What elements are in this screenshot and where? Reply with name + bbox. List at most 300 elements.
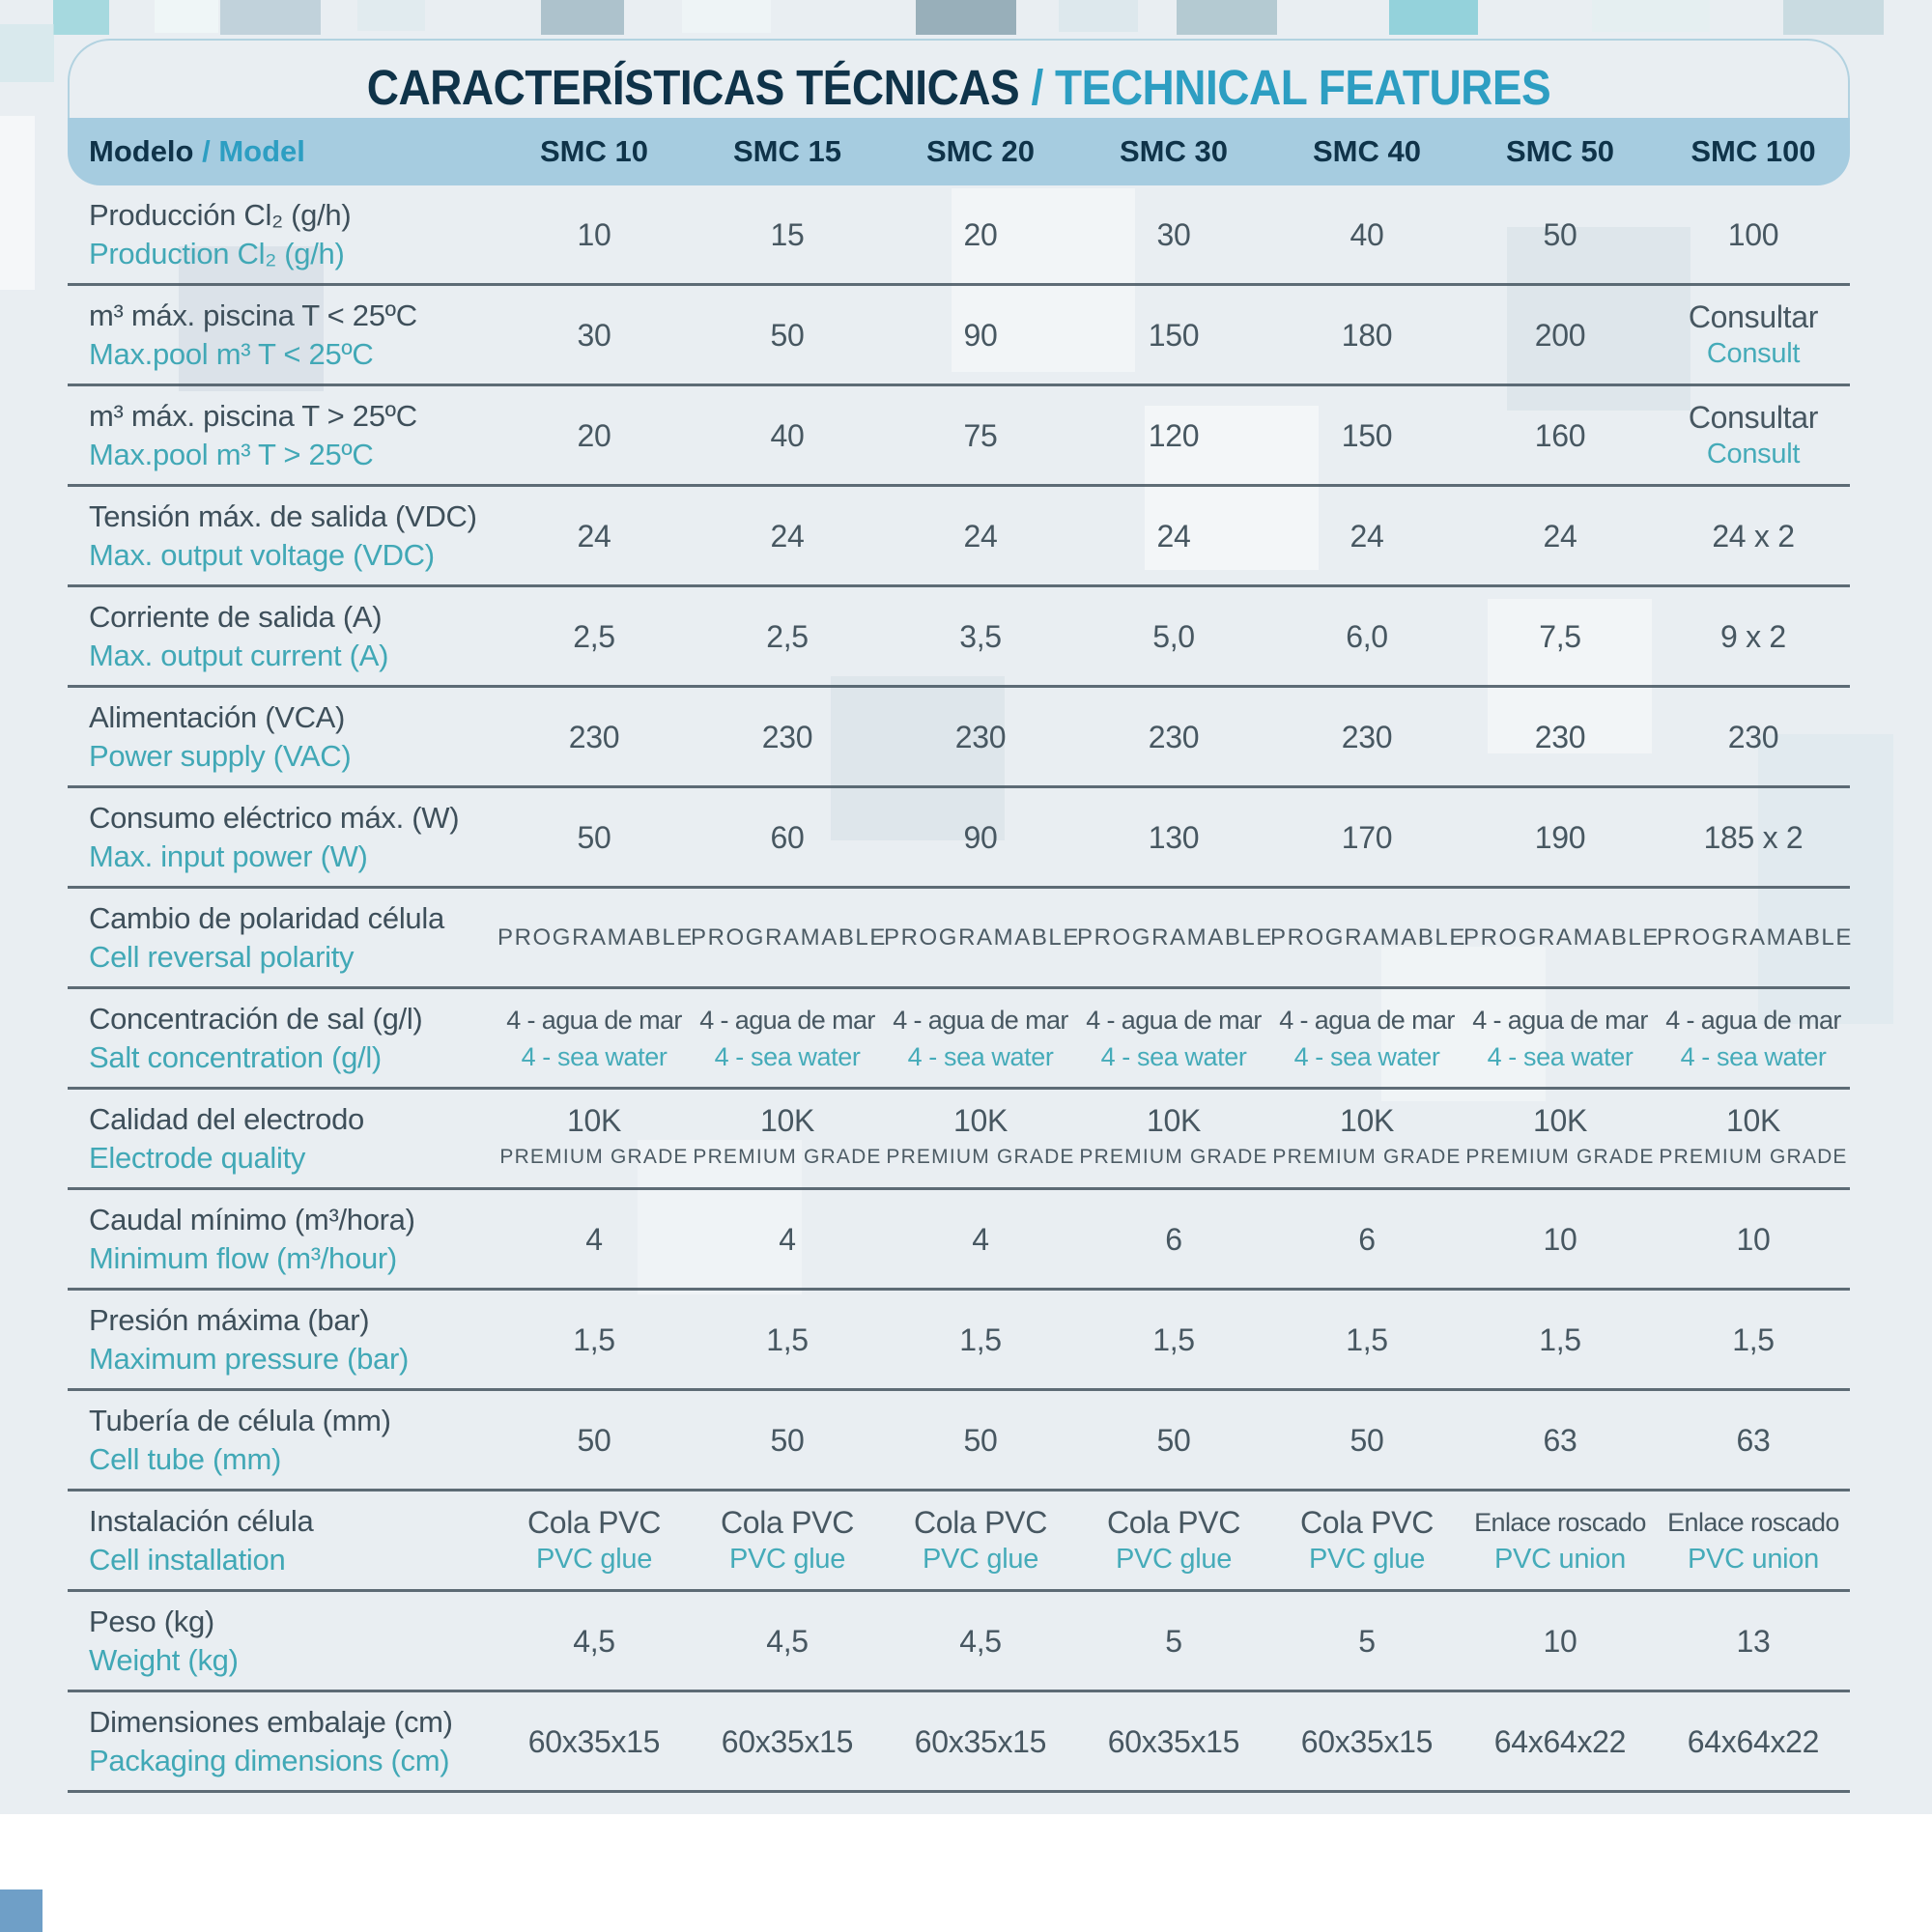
value-cell xyxy=(1657,819,1850,856)
value-cell xyxy=(1270,1723,1463,1760)
row-label-english: Weight (kg) xyxy=(89,1642,239,1677)
cell-value: 5 xyxy=(1165,1623,1182,1659)
table-row xyxy=(68,1391,1850,1492)
value-cell xyxy=(1463,216,1657,253)
cell-value: 75 xyxy=(963,417,998,453)
row-label xyxy=(68,1502,497,1579)
value-cell xyxy=(1270,417,1463,454)
cell-value: Cola PVC xyxy=(720,1504,855,1540)
value-cell xyxy=(1270,216,1463,253)
value-cell xyxy=(497,216,691,253)
cell-value: 6 xyxy=(1165,1221,1182,1257)
cell-value: 150 xyxy=(1148,317,1200,353)
cell-value: 4,5 xyxy=(766,1623,809,1659)
cell-value: 7,5 xyxy=(1539,618,1581,654)
model-column-header xyxy=(68,134,497,169)
cell-value: 50 xyxy=(1350,1422,1384,1458)
table-row xyxy=(68,1492,1850,1592)
table-row xyxy=(68,989,1850,1090)
cell-value: 30 xyxy=(577,317,611,353)
value-cell xyxy=(1657,1504,1850,1577)
value-cell xyxy=(497,417,691,454)
table-row xyxy=(68,1291,1850,1391)
cell-value: 4 xyxy=(972,1221,989,1257)
value-cell xyxy=(1077,819,1270,856)
row-label-spanish: Presión máxima (bar) xyxy=(89,1302,370,1337)
row-label-english: Cell reversal polarity xyxy=(89,939,355,974)
table-row xyxy=(68,386,1850,487)
cell-subvalue: 4 - sea water xyxy=(1680,1041,1827,1071)
cell-value: 50 xyxy=(577,819,611,855)
cell-value: 230 xyxy=(1727,719,1779,754)
value-cell xyxy=(1463,819,1657,856)
cell-value: PROGRAMABLE xyxy=(691,923,887,951)
cell-value: 1,5 xyxy=(1732,1321,1775,1357)
cell-value: 190 xyxy=(1534,819,1586,855)
value-cell xyxy=(884,1422,1077,1459)
row-label-english: Max.pool m³ T < 25ºC xyxy=(89,336,374,371)
value-cell xyxy=(1077,1102,1270,1176)
column-header: SMC 10 xyxy=(540,134,648,168)
value-cell xyxy=(1463,719,1657,755)
value-cell xyxy=(1657,719,1850,755)
value-cell xyxy=(691,1504,884,1577)
row-label xyxy=(68,1402,497,1479)
cell-value: Enlace roscado xyxy=(1667,1507,1839,1537)
row-label-spanish: Caudal mínimo (m³/hora) xyxy=(89,1202,415,1236)
value-cell xyxy=(497,819,691,856)
cell-value: 1,5 xyxy=(1539,1321,1581,1357)
cell-subvalue: 4 - sea water xyxy=(1100,1041,1247,1071)
value-cell xyxy=(497,618,691,655)
row-label xyxy=(68,1301,497,1378)
value-cell xyxy=(884,1221,1077,1258)
value-cell xyxy=(1077,719,1270,755)
cell-value: 64x64x22 xyxy=(1493,1723,1627,1759)
value-cell xyxy=(1463,1321,1657,1358)
value-cell xyxy=(691,1102,884,1176)
cell-subvalue: PVC glue xyxy=(1308,1543,1426,1575)
cell-value: 10 xyxy=(1543,1221,1577,1257)
value-cell xyxy=(497,317,691,354)
cell-value: 230 xyxy=(954,719,1007,754)
cell-value: 9 x 2 xyxy=(1720,618,1786,654)
cell-value: 50 xyxy=(963,1422,998,1458)
watermark-tile xyxy=(220,0,321,35)
value-cell xyxy=(1657,298,1850,372)
cell-value: 170 xyxy=(1341,819,1393,855)
value-cell xyxy=(691,1422,884,1459)
row-label xyxy=(68,397,497,474)
cell-value: 10K xyxy=(1339,1102,1395,1138)
value-cell xyxy=(497,1723,691,1760)
value-cell xyxy=(1270,1623,1463,1660)
value-cell xyxy=(1077,518,1270,554)
value-cell xyxy=(691,1723,884,1760)
value-cell xyxy=(1270,719,1463,755)
cell-value: 1,5 xyxy=(959,1321,1002,1357)
watermark-tile xyxy=(1389,0,1478,35)
value-cell xyxy=(1657,1221,1850,1258)
row-label-spanish: Dimensiones embalaje (cm) xyxy=(89,1704,453,1739)
value-cell xyxy=(1077,1504,1270,1577)
cell-value: 40 xyxy=(770,417,805,453)
cell-subvalue: Consult xyxy=(1706,337,1801,369)
value-cell xyxy=(884,1504,1077,1577)
row-label-spanish: Consumo eléctrico máx. (W) xyxy=(89,800,460,835)
value-cell xyxy=(884,1321,1077,1358)
value-cell xyxy=(1270,1221,1463,1258)
cell-subvalue: 4 - sea water xyxy=(907,1041,1054,1071)
cell-value: 1,5 xyxy=(1152,1321,1195,1357)
value-cell xyxy=(1463,1723,1657,1760)
cell-value: 130 xyxy=(1148,819,1200,855)
cell-value: Consultar xyxy=(1688,298,1819,334)
cell-value: 10 xyxy=(1736,1221,1771,1257)
cell-subvalue: 4 - sea water xyxy=(1487,1041,1634,1071)
cell-value: 13 xyxy=(1736,1623,1771,1659)
cell-value: 60x35x15 xyxy=(914,1723,1047,1759)
value-cell xyxy=(691,1321,884,1358)
row-label-spanish: Producción Cl₂ (g/h) xyxy=(89,197,352,232)
value-cell xyxy=(1657,1102,1850,1176)
row-label-english: Power supply (VAC) xyxy=(89,738,352,773)
table-header-band xyxy=(68,118,1850,185)
watermark-tile xyxy=(1059,0,1138,32)
cell-value: Consultar xyxy=(1688,399,1819,435)
row-label-english: Max.pool m³ T > 25ºC xyxy=(89,437,374,471)
cell-value: 180 xyxy=(1341,317,1393,353)
cell-value: 10K xyxy=(1532,1102,1588,1138)
cell-value: 6 xyxy=(1358,1221,1376,1257)
value-cell xyxy=(1270,618,1463,655)
cell-subvalue: PREMIUM GRADE xyxy=(499,1145,689,1168)
cell-value: 150 xyxy=(1341,417,1393,453)
value-cell xyxy=(497,719,691,755)
value-cell xyxy=(1270,819,1463,856)
cell-subvalue: PVC glue xyxy=(922,1543,1039,1575)
cell-value: 10K xyxy=(1725,1102,1781,1138)
model-label-english: Model xyxy=(218,134,305,168)
cell-subvalue: PREMIUM GRADE xyxy=(1272,1145,1462,1168)
cell-value: 2,5 xyxy=(766,618,809,654)
cell-value: 4 - agua de mar xyxy=(893,1005,1068,1035)
value-cell xyxy=(884,618,1077,655)
table-row xyxy=(68,1592,1850,1692)
row-label-english: Cell tube (mm) xyxy=(89,1441,282,1476)
watermark-tile xyxy=(916,0,1016,35)
cell-value: 10K xyxy=(952,1102,1009,1138)
row-label xyxy=(68,196,497,273)
value-cell xyxy=(1077,920,1273,956)
value-cell xyxy=(884,819,1077,856)
row-label xyxy=(68,698,497,776)
value-cell xyxy=(691,518,884,554)
cell-value: Enlace roscado xyxy=(1474,1507,1646,1537)
table-row xyxy=(68,1190,1850,1291)
value-cell xyxy=(1657,216,1850,253)
cell-value: 4 - agua de mar xyxy=(506,1005,682,1035)
table-row xyxy=(68,286,1850,386)
cell-value: 4,5 xyxy=(959,1623,1002,1659)
cell-value: 1,5 xyxy=(573,1321,615,1357)
cell-value: 4 - agua de mar xyxy=(699,1005,875,1035)
cell-value: 24 x 2 xyxy=(1712,518,1795,554)
value-cell xyxy=(691,1221,884,1258)
cell-value: 64x64x22 xyxy=(1687,1723,1820,1759)
cell-value: 24 xyxy=(963,518,998,554)
page-title-spanish: CARACTERÍSTICAS TÉCNICAS xyxy=(366,59,1020,115)
value-cell xyxy=(1463,1623,1657,1660)
row-label xyxy=(68,1201,497,1278)
cell-subvalue: PREMIUM GRADE xyxy=(886,1145,1075,1168)
row-label-english: Cell installation xyxy=(89,1542,286,1577)
value-cell xyxy=(1077,1002,1270,1075)
cell-value: 4 - agua de mar xyxy=(1086,1005,1262,1035)
page-title xyxy=(367,59,1551,116)
watermark-tile xyxy=(1592,0,1710,32)
row-label-spanish: Tubería de célula (mm) xyxy=(89,1403,391,1437)
row-label-english: Electrode quality xyxy=(89,1140,306,1175)
row-label xyxy=(68,497,497,575)
watermark-tile xyxy=(541,0,624,35)
value-cell xyxy=(497,1002,691,1075)
table-row xyxy=(68,185,1850,286)
cell-value: 60x35x15 xyxy=(721,1723,854,1759)
value-cell xyxy=(1077,1221,1270,1258)
cell-value: Cola PVC xyxy=(913,1504,1048,1540)
watermark-tile xyxy=(1177,0,1277,35)
value-cell xyxy=(1463,1102,1657,1176)
value-cell xyxy=(1463,518,1657,554)
value-cell xyxy=(1463,618,1657,655)
cell-subvalue: 4 - sea water xyxy=(1293,1041,1440,1071)
value-cell xyxy=(1657,1422,1850,1459)
cell-value: 1,5 xyxy=(1346,1321,1388,1357)
cell-subvalue: PVC glue xyxy=(728,1543,846,1575)
row-label xyxy=(68,899,497,977)
value-cell xyxy=(497,1321,691,1358)
cell-value: 5 xyxy=(1358,1623,1376,1659)
value-cell xyxy=(497,1221,691,1258)
value-cell xyxy=(884,317,1077,354)
value-cell xyxy=(1463,1221,1657,1258)
cell-value: 20 xyxy=(577,417,611,453)
cell-value: 24 xyxy=(770,518,805,554)
cell-subvalue: Consult xyxy=(1706,438,1801,469)
cell-value: 230 xyxy=(1534,719,1586,754)
value-cell xyxy=(1270,1422,1463,1459)
cell-value: 24 xyxy=(577,518,611,554)
row-label xyxy=(68,1100,497,1178)
row-label-english: Max. output voltage (VDC) xyxy=(89,537,435,572)
cell-value: 50 xyxy=(770,317,805,353)
value-cell xyxy=(497,1623,691,1660)
cell-value: 50 xyxy=(770,1422,805,1458)
cell-value: 20 xyxy=(963,216,998,252)
cell-value: 4 - agua de mar xyxy=(1279,1005,1455,1035)
value-cell xyxy=(691,719,884,755)
value-cell xyxy=(1463,317,1657,354)
value-cell xyxy=(1270,1504,1463,1577)
cell-value: PROGRAMABLE xyxy=(884,923,1080,951)
value-cell xyxy=(1657,1723,1850,1760)
value-cell xyxy=(1077,1422,1270,1459)
cell-value: 60x35x15 xyxy=(527,1723,661,1759)
watermark-tile xyxy=(1783,0,1884,35)
row-label-spanish: Corriente de salida (A) xyxy=(89,599,383,634)
watermark-tile xyxy=(53,0,109,35)
cell-value: 10K xyxy=(566,1102,622,1138)
value-cell xyxy=(884,1102,1077,1176)
value-cell xyxy=(1077,216,1270,253)
value-cell xyxy=(691,417,884,454)
cell-value: 50 xyxy=(1156,1422,1191,1458)
value-cell xyxy=(1270,1102,1463,1176)
cell-value: 4 xyxy=(585,1221,603,1257)
table-row xyxy=(68,889,1853,989)
row-label-spanish: Cambio de polaridad célula xyxy=(89,900,444,935)
cell-subvalue: 4 - sea water xyxy=(714,1041,861,1071)
value-cell xyxy=(1463,1002,1657,1075)
value-cell xyxy=(1077,618,1270,655)
value-cell xyxy=(691,618,884,655)
value-cell xyxy=(497,518,691,554)
row-label-english: Max. output current (A) xyxy=(89,638,389,672)
cell-value: 6,0 xyxy=(1346,618,1388,654)
cell-value: 230 xyxy=(1148,719,1200,754)
row-label xyxy=(68,297,497,374)
value-cell xyxy=(884,518,1077,554)
value-cell xyxy=(497,1422,691,1459)
row-label xyxy=(68,1000,497,1077)
row-label-spanish: Tensión máx. de salida (VDC) xyxy=(89,498,477,533)
cell-value: 1,5 xyxy=(766,1321,809,1357)
cell-subvalue: PREMIUM GRADE xyxy=(1659,1145,1848,1168)
row-label-spanish: Concentración de sal (g/l) xyxy=(89,1001,423,1036)
row-label xyxy=(68,598,497,675)
column-header: SMC 100 xyxy=(1690,134,1816,168)
value-cell xyxy=(691,1623,884,1660)
cell-value: 63 xyxy=(1736,1422,1771,1458)
cell-value: 63 xyxy=(1543,1422,1577,1458)
cell-value: 15 xyxy=(770,216,805,252)
value-cell xyxy=(691,819,884,856)
row-label-spanish: Instalación célula xyxy=(89,1503,314,1538)
column-header: SMC 40 xyxy=(1313,134,1421,168)
cell-value: 10K xyxy=(759,1102,815,1138)
column-header: SMC 50 xyxy=(1506,134,1614,168)
column-header: SMC 20 xyxy=(926,134,1035,168)
value-cell xyxy=(884,417,1077,454)
cell-value: 10 xyxy=(1543,1623,1577,1659)
cell-value: 10 xyxy=(577,216,611,252)
value-cell xyxy=(1077,1623,1270,1660)
value-cell xyxy=(1270,920,1466,956)
cell-value: 160 xyxy=(1534,417,1586,453)
cell-subvalue: 4 - sea water xyxy=(521,1041,668,1071)
row-label-spanish: m³ máx. piscina T > 25ºC xyxy=(89,398,417,433)
title-box xyxy=(68,39,1850,118)
row-label-english: Minimum flow (m³/hour) xyxy=(89,1240,397,1275)
value-cell xyxy=(497,1504,691,1577)
cell-value: 4,5 xyxy=(573,1623,615,1659)
table-row xyxy=(68,587,1850,688)
table-row xyxy=(68,1692,1850,1793)
value-cell xyxy=(884,920,1080,956)
value-cell xyxy=(1657,399,1850,472)
value-cell xyxy=(1657,1002,1850,1075)
table-row xyxy=(68,1090,1850,1190)
cell-value: PROGRAMABLE xyxy=(1270,923,1466,951)
cell-value: 40 xyxy=(1350,216,1384,252)
cell-value: 90 xyxy=(963,317,998,353)
value-cell xyxy=(1270,1002,1463,1075)
cell-value: 200 xyxy=(1534,317,1586,353)
value-cell xyxy=(1077,1321,1270,1358)
cell-subvalue: PREMIUM GRADE xyxy=(693,1145,882,1168)
table-row xyxy=(68,487,1850,587)
value-cell xyxy=(1463,920,1660,956)
value-cell xyxy=(884,216,1077,253)
cell-value: 4 xyxy=(779,1221,796,1257)
cell-value: 60x35x15 xyxy=(1300,1723,1434,1759)
value-cell xyxy=(1077,317,1270,354)
cell-subvalue: PVC union xyxy=(1494,1543,1626,1575)
value-cell xyxy=(1270,1321,1463,1358)
cell-value: 50 xyxy=(1543,216,1577,252)
value-cell xyxy=(1657,920,1853,956)
table-body xyxy=(68,185,1853,1793)
cell-value: 2,5 xyxy=(573,618,615,654)
row-label-spanish: Alimentación (VCA) xyxy=(89,699,346,734)
technical-features-card xyxy=(68,39,1853,1793)
value-cell xyxy=(1463,417,1657,454)
cell-value: 30 xyxy=(1156,216,1191,252)
cell-value: 50 xyxy=(577,1422,611,1458)
value-cell xyxy=(691,1002,884,1075)
row-label-english: Max. input power (W) xyxy=(89,838,368,873)
cell-value: 24 xyxy=(1543,518,1577,554)
watermark-tile xyxy=(357,0,425,31)
cell-value: 230 xyxy=(1341,719,1393,754)
cell-value: PROGRAMABLE xyxy=(1077,923,1273,951)
cell-value: 120 xyxy=(1148,417,1200,453)
cell-value: 100 xyxy=(1727,216,1779,252)
row-label-spanish: Peso (kg) xyxy=(89,1604,214,1638)
value-cell xyxy=(497,920,694,956)
cell-subvalue: PREMIUM GRADE xyxy=(1079,1145,1268,1168)
value-cell xyxy=(884,719,1077,755)
cell-value: 230 xyxy=(761,719,813,754)
value-cell xyxy=(691,216,884,253)
cell-value: PROGRAMABLE xyxy=(1463,923,1660,951)
row-label xyxy=(68,799,497,876)
row-label xyxy=(68,1703,497,1780)
value-cell xyxy=(497,1102,691,1176)
cell-subvalue: PVC glue xyxy=(535,1543,653,1575)
corner-square xyxy=(0,1889,43,1932)
value-cell xyxy=(1657,618,1850,655)
value-cell xyxy=(1270,518,1463,554)
value-cell xyxy=(1077,417,1270,454)
model-label-spanish: Modelo xyxy=(89,134,194,168)
title-separator: / xyxy=(1019,59,1056,115)
column-header: SMC 30 xyxy=(1120,134,1228,168)
cell-value: 5,0 xyxy=(1152,618,1195,654)
cell-value: 60x35x15 xyxy=(1107,1723,1240,1759)
value-cell xyxy=(1270,317,1463,354)
